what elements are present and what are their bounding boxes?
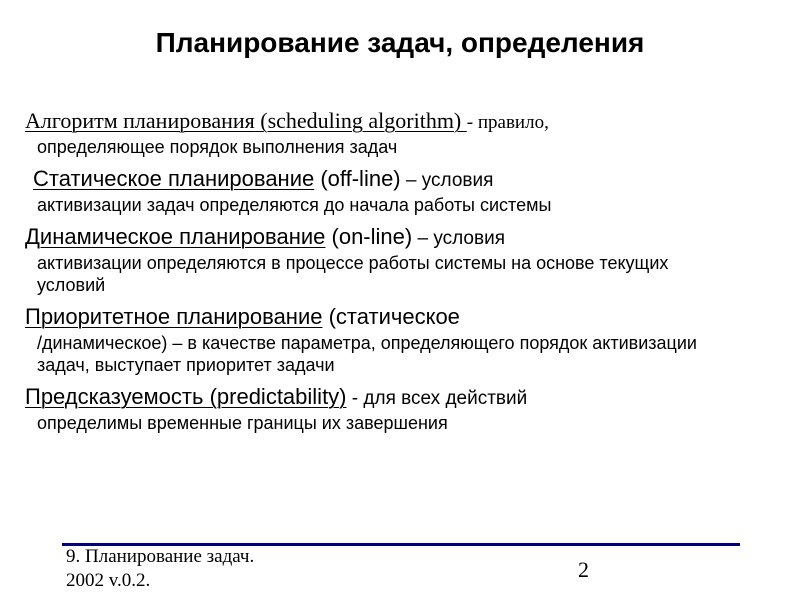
definition-term: Динамическое планирование xyxy=(25,224,326,249)
definition-term: Статическое планирование xyxy=(33,166,315,191)
definition-term-extra: (off-line) xyxy=(314,166,401,191)
slide-title: Планирование задач, определения xyxy=(155,27,645,58)
definition-term: Предсказуемость (predictability) xyxy=(25,384,347,409)
definition-continuation: активизации определяются в процессе работы системы на основе текущих условий xyxy=(37,253,669,295)
definition-continuation: активизации задач определяются до начала работы системы xyxy=(37,195,552,215)
footer-caption xyxy=(66,545,254,593)
definition-rest: - правило, xyxy=(466,112,549,133)
definition-continuation: определимы временные границы их завершения xyxy=(37,413,448,433)
footer-line-2: 2002 v.0.2. xyxy=(66,570,151,591)
definition-term-extra: (статическое xyxy=(322,304,460,329)
definition-item xyxy=(25,224,790,296)
definition-rest: – условия xyxy=(400,170,494,191)
definition-item xyxy=(25,166,790,216)
definition-term: Алгоритм планирования xyxy=(25,108,255,133)
page-number: 2 xyxy=(578,557,589,582)
definition-rest: – условия xyxy=(412,228,505,249)
footer-line-1: 9. Планирование задач. xyxy=(66,546,255,567)
definition-item xyxy=(25,384,790,434)
definitions-list xyxy=(25,108,790,442)
definition-term-extra: (on-line) xyxy=(325,224,413,249)
definition-item xyxy=(25,304,790,376)
definition-continuation: определяющее порядок выполнения задач xyxy=(37,137,398,157)
definition-term: Приоритетное планирование xyxy=(25,304,323,329)
definition-rest: - для всех действий xyxy=(346,388,528,409)
definition-term-extra: (scheduling algorithm) xyxy=(254,108,467,133)
definition-continuation: /динамическое) – в качестве параметра, определяющего порядок активизации задач, выступает приоритет задачи xyxy=(37,333,697,375)
definition-item xyxy=(25,108,790,158)
